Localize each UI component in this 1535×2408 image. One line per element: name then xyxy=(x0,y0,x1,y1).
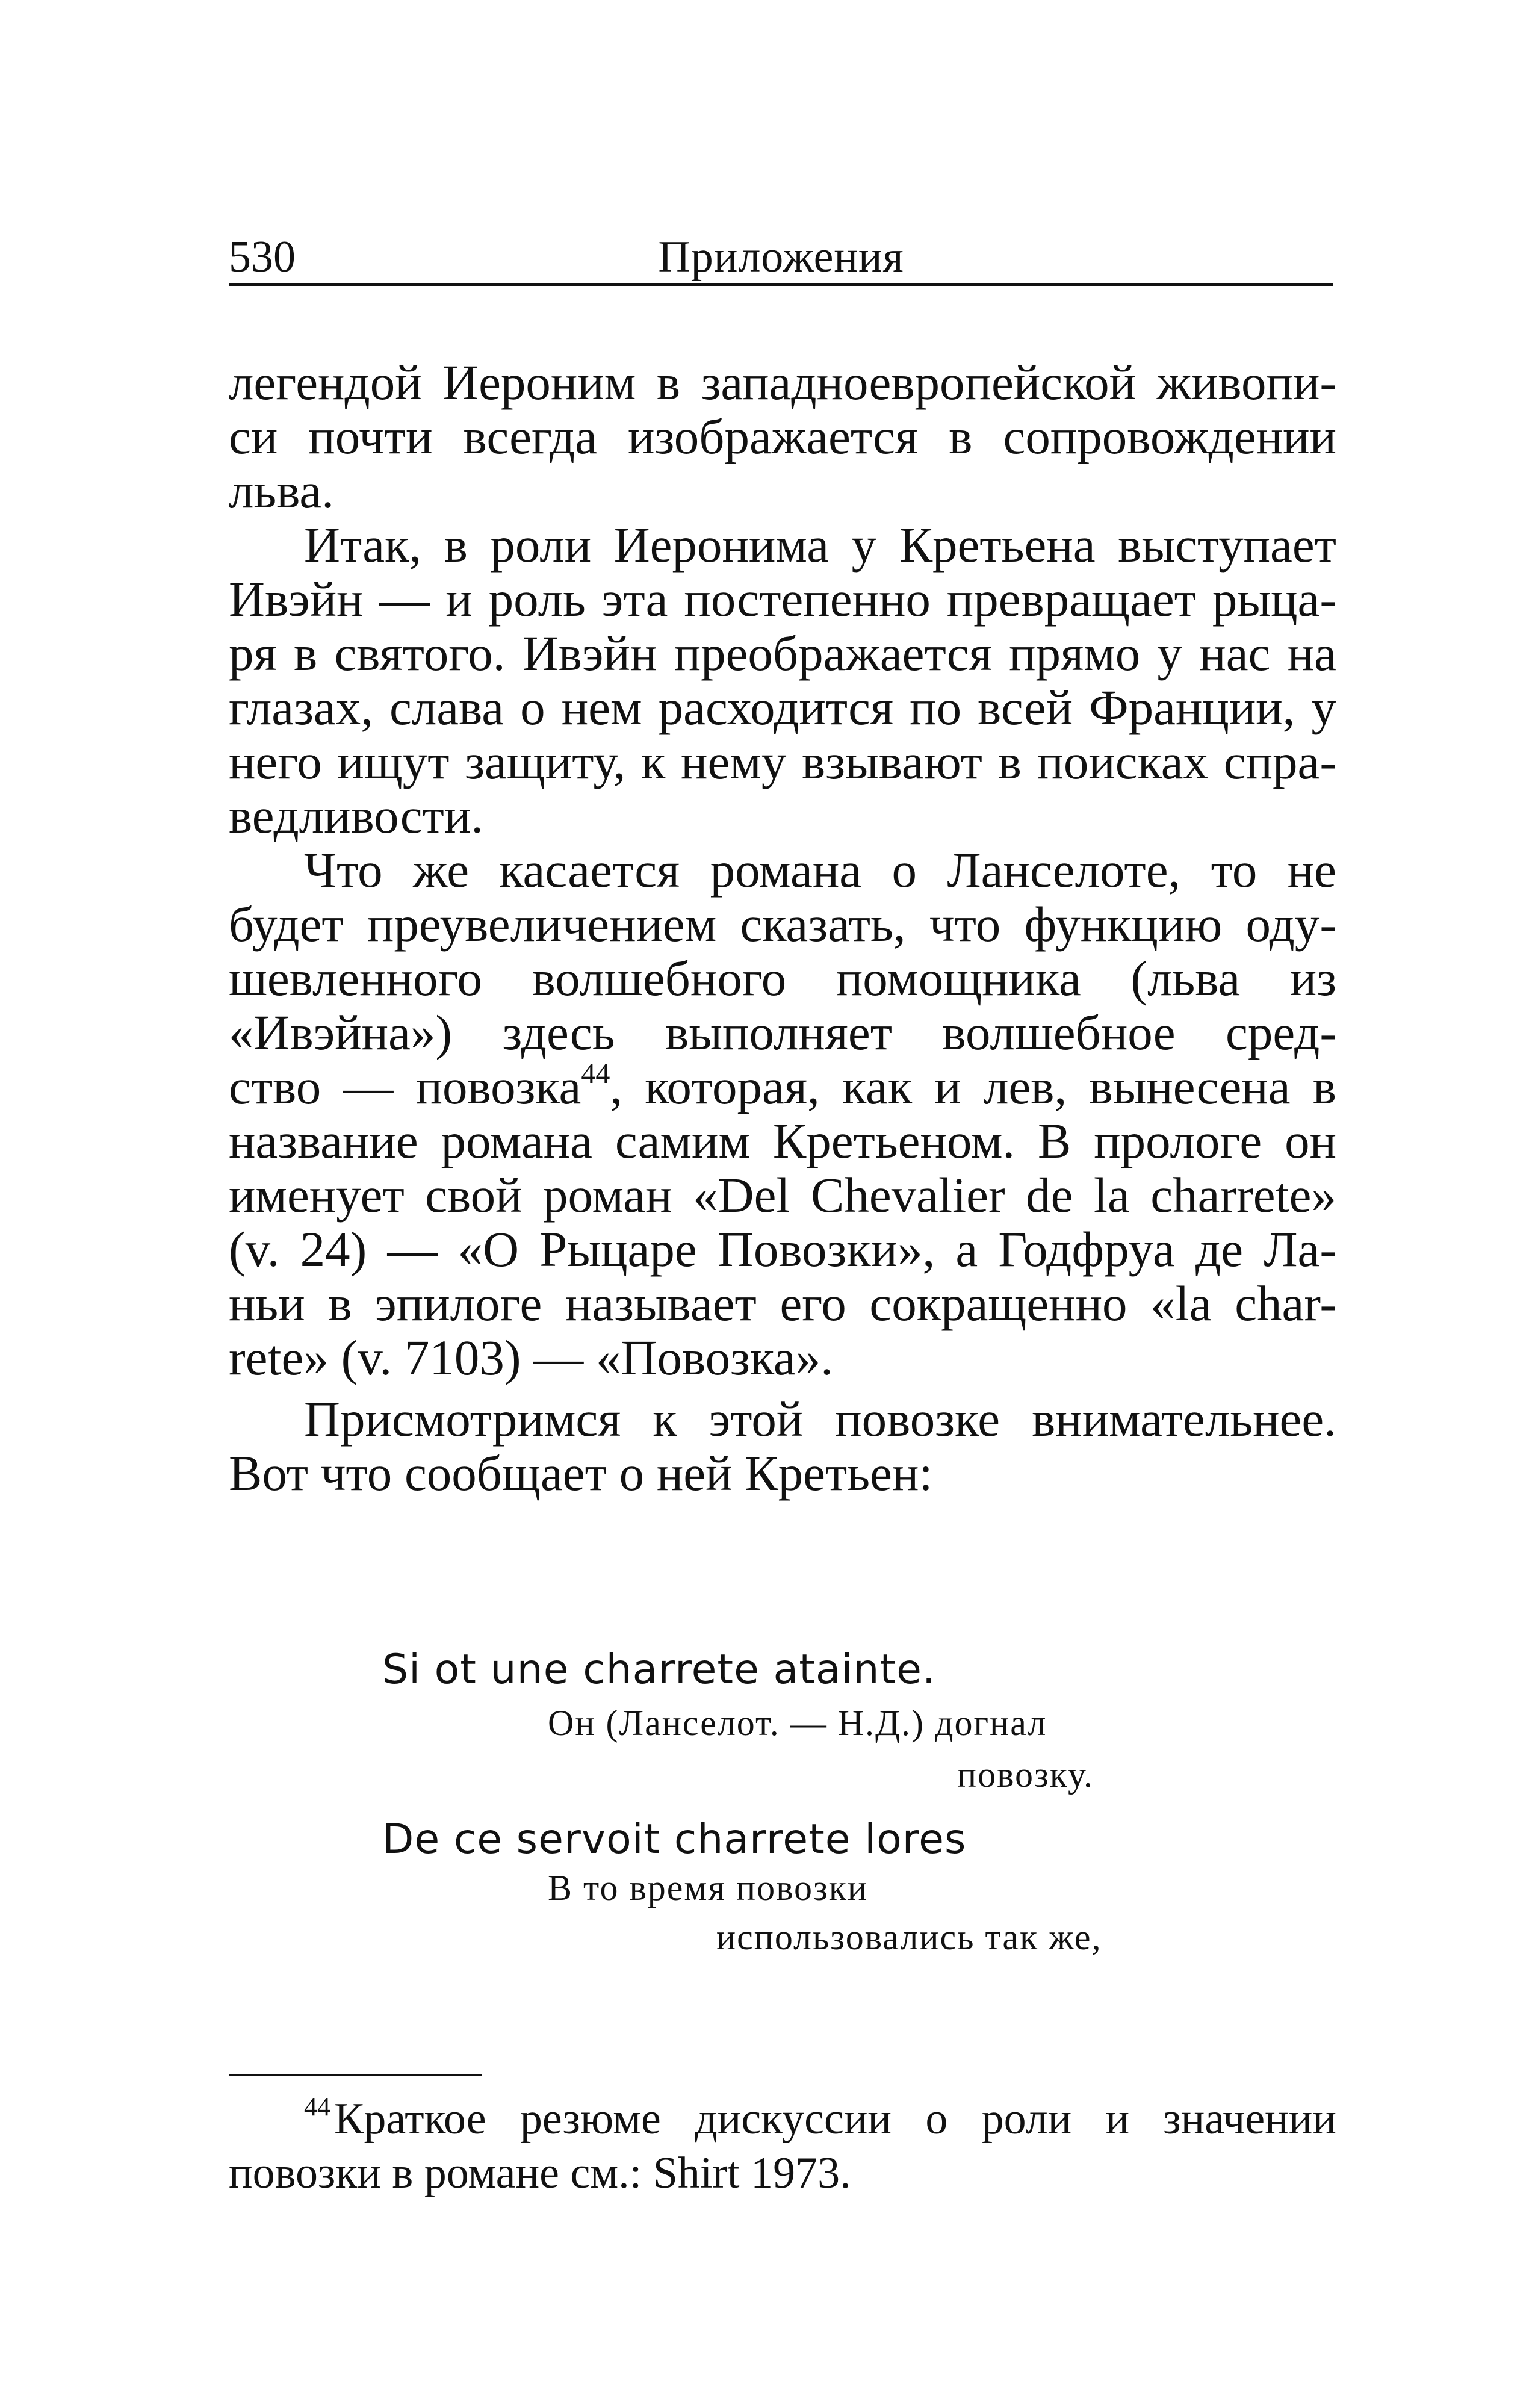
verse-translation-line: Он (Ланселот. — Н.Д.) догнал xyxy=(548,1703,1047,1743)
verse-original-line: Si ot une charrete atainte. xyxy=(382,1646,936,1693)
footnote-reference[interactable]: 44 xyxy=(581,1058,610,1090)
text-line: Что же касается романа о Ланселоте, то не xyxy=(304,842,1336,898)
text-line: Вот что сообщает о ней Кретьен: xyxy=(229,1445,933,1501)
page-number: 530 xyxy=(229,232,296,282)
text-line: название романа самим Кретьеном. В прологе он xyxy=(229,1113,1336,1168)
header-rule xyxy=(229,283,1333,286)
text-line: (v. 24) — «О Рыцаре Повозки», а Годфруа де Ла- xyxy=(229,1221,1336,1277)
verse-translation-line: повозку. xyxy=(957,1755,1094,1795)
footnote-line xyxy=(229,2092,1336,2146)
text-line: ря в святого. Ивэйн преображается прямо у нас на xyxy=(229,625,1336,681)
text-line: Итак, в роли Иеронима у Кретьена выступает xyxy=(304,517,1336,573)
footnote-separator xyxy=(229,2074,482,2076)
text-line: льва. xyxy=(229,463,334,518)
text-line: Присмотримся к этой повозке внимательнее. xyxy=(304,1391,1336,1447)
footnote-line: повозки в романе см.: Shirt 1973. xyxy=(229,2149,851,2198)
body-text xyxy=(229,355,1336,1500)
text-line: будет преувеличением сказать, что функцию оду- xyxy=(229,896,1336,952)
text-line: легендой Иероним в западноевропейской живопи- xyxy=(229,355,1336,410)
text-line: ведливости. xyxy=(229,788,483,843)
footnote-mark: 44 xyxy=(304,2092,330,2121)
text-line: ньи в эпилоге называет его сокращенно «la char- xyxy=(229,1276,1336,1331)
text-line-with-footnote-ref xyxy=(229,1060,1336,1114)
text-segment: , которая, как и лев, вынесена в xyxy=(610,1059,1336,1114)
footnote-text: Краткое резюме дискуссии о роли и значении xyxy=(334,2094,1336,2144)
verse-original-line: De ce servoit charrete lores xyxy=(382,1816,967,1863)
text-line: шевленного волшебного помощника (льва из xyxy=(229,951,1336,1006)
text-segment: ство — повозка xyxy=(229,1059,581,1114)
running-title: Приложения xyxy=(658,232,904,282)
text-line: rete» (v. 7103) — «Повозка». xyxy=(229,1330,834,1385)
text-line: «Ивэйна») здесь выполняет волшебное сред- xyxy=(229,1005,1336,1060)
text-line: си почти всегда изображается в сопровождении xyxy=(229,409,1336,464)
verse-translation-line: В то время повозки xyxy=(548,1868,868,1908)
running-head xyxy=(229,223,1333,289)
verse-quotation xyxy=(0,1646,1535,1963)
footnote xyxy=(229,2092,1336,2200)
verse-translation-line: использовались так же, xyxy=(716,1917,1102,1957)
text-line: Ивэйн — и роль эта постепенно превращает рыца- xyxy=(229,571,1336,627)
text-line: именует свой роман «Del Chevalier de la charrete» xyxy=(229,1167,1336,1223)
text-line: глазах, слава о нем расходится по всей Франции, у xyxy=(229,680,1336,735)
text-line: него ищут защиту, к нему взывают в поисках спра- xyxy=(229,734,1336,789)
